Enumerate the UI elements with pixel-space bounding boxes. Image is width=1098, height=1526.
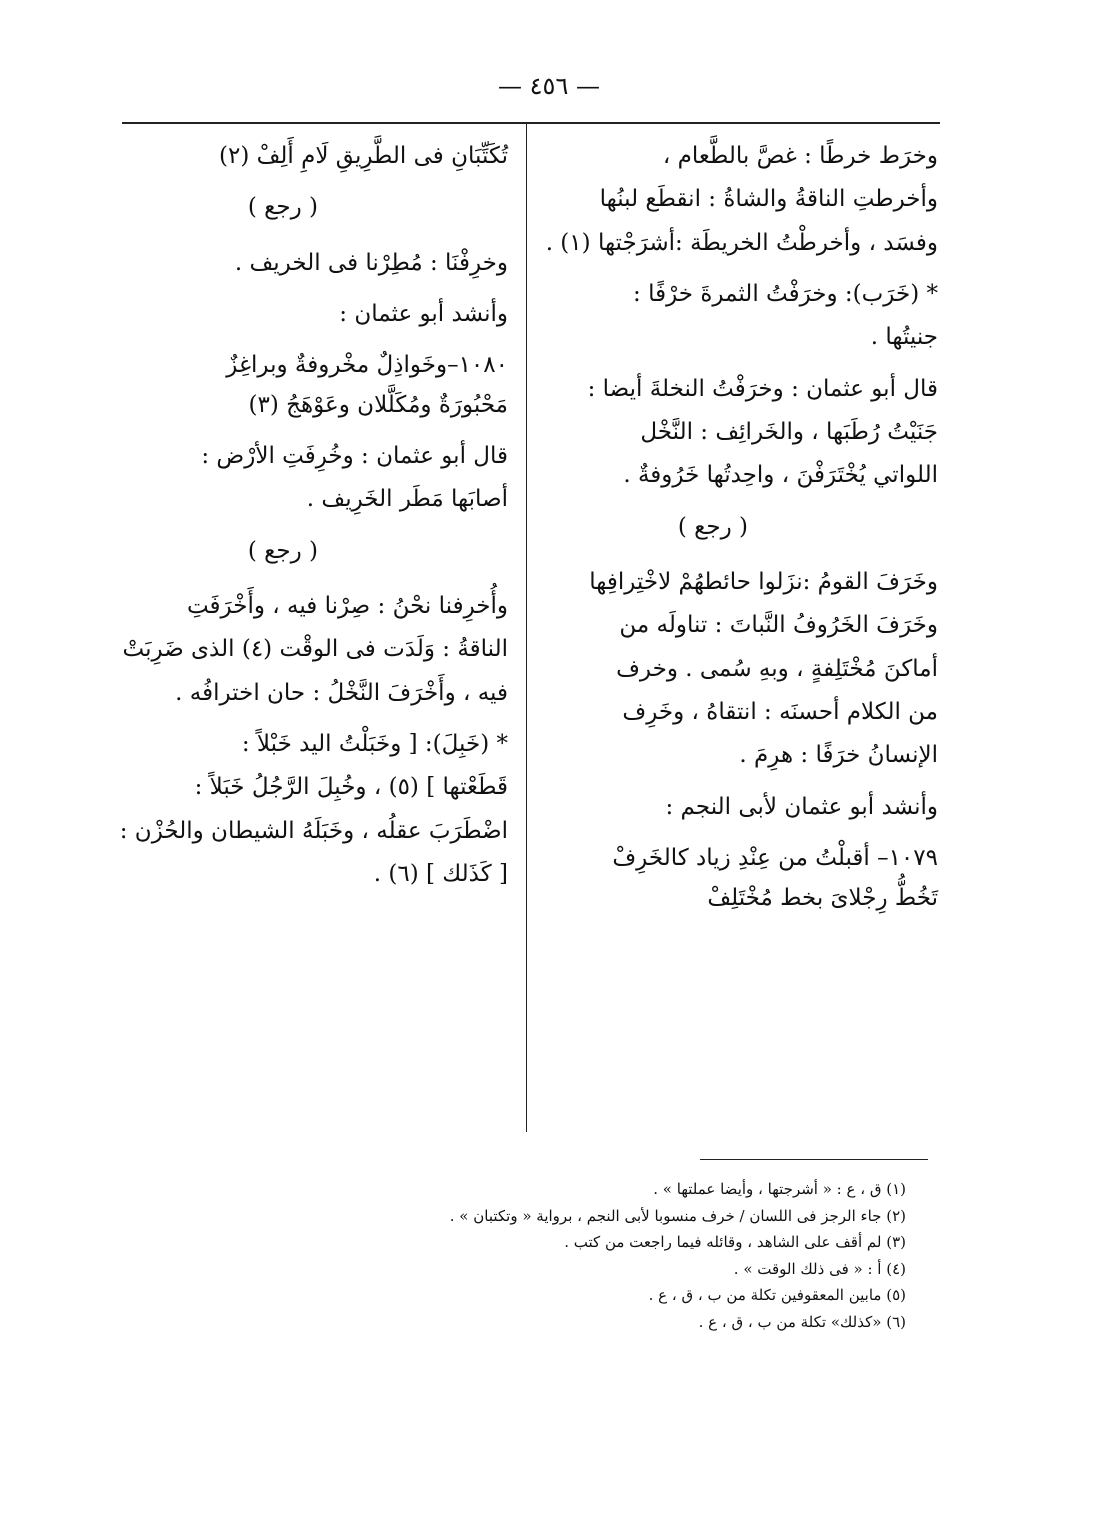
header-rule — [122, 122, 940, 124]
footnote-rule — [700, 1159, 928, 1160]
text-line: أماكنَ مُخْتَلِفةٍ ، وبهِ سُمى . وخرف — [616, 655, 938, 682]
verse-continuation — [128, 140, 508, 173]
verse-line: تَخُطُّ رِجْلاىَ بخط مُخْتَلِفْ — [707, 884, 938, 911]
verse — [554, 842, 938, 915]
text-line: وخرِفْنَا : مُطِرْنا فى الخريف . — [234, 249, 508, 276]
left-column — [119, 140, 508, 910]
footnote: (٢) جاء الرجز فى اللسان / خرف منسوبا لأبى النجم ، برواية « وتكتبان » . — [449, 1206, 906, 1225]
text-line: وخَرَفَ الخَرُوفُ النَّباتَ : تناولَه من — [619, 612, 938, 639]
paragraph — [554, 791, 938, 824]
text-line: أصابَها مَطَر الخَرِيف . — [306, 486, 508, 513]
paragraph — [554, 566, 938, 773]
text-line: وخَرَفَ القومُ :نزَلوا حائطهُمْ لاخْتِرافِها — [589, 569, 938, 596]
verse — [128, 349, 508, 422]
text-line: وخرَط خرطًا : غصَّ بالطَّعام ، — [662, 143, 938, 169]
text-line: وأخرطتِ الناقةُ والشاةُ : انقطَع لبنُها — [599, 186, 938, 213]
text-line: * (خَرَب): وخرَفْتُ الثمرةَ خرْفًا : — [633, 281, 938, 308]
paragraph — [128, 440, 508, 517]
paragraph — [128, 247, 508, 280]
paragraph — [545, 140, 938, 260]
section-marker: ( رجع ) — [247, 537, 318, 564]
text-line: جَنَيْتُ رُطَبَها ، والخَرائِف : النَّخْل — [640, 419, 938, 446]
footnote: (٣) لم أقف على الشاهد ، وقائله فيما راجعت من كتب . — [564, 1233, 906, 1251]
footnote: (٥) مابين المعقوفين تكلة من ب ، ق ، ع . — [648, 1286, 906, 1304]
text-line: وفسَد ، وأخرطْتُ الخريطَة :أشرَجْتها (١) . — [545, 229, 938, 256]
text-line: الإنسانُ خرَفًا : هرِمَ . — [739, 742, 938, 769]
text-line: * (خَبِلَ): [ وخَبَلْتُ اليد خَبْلاً : — [241, 731, 508, 758]
text-line: وأنشد أبو عثمان : — [339, 301, 508, 328]
section-marker: ( رجع ) — [677, 513, 748, 540]
verse-line: ١٠٨٠–وخَواذِلٌ مخْروفةٌ وبراغِزٌ — [226, 352, 508, 379]
column-divider — [526, 124, 527, 1132]
text-line: فيه ، وأَخْرَفَ النَّخْلُ : حان اخترافُه . — [175, 679, 508, 706]
text-line: قَطَعْتها ] (٥) ، وخُبِلَ الرَّجُلُ خَبَلاً : — [194, 774, 508, 801]
text-line: وأنشد أبو عثمان لأبى النجم : — [665, 793, 938, 820]
text-line: قال أبو عثمان : وخُرِفَتِ الأرْض : — [201, 443, 508, 470]
footnote: (٤) أ : « فى ذلك الوقت » . — [733, 1259, 906, 1278]
text-line: اللواتي يُخْتَرَفْنَ ، واحِدتُها خَرُوفةٌ . — [623, 462, 938, 489]
paragraph — [554, 278, 938, 355]
text-line: جنيتُها . — [870, 324, 938, 351]
footnote: (١) ق ، ع : « أشرجتها ، وأيضا عملتها » . — [653, 1180, 906, 1198]
verse-line: ١٠٧٩– أقبلْتُ من عِنْدِ زياد كالخَرِفْ — [612, 845, 938, 872]
section-marker: ( رجع ) — [247, 194, 318, 221]
text-line: [ كَذَلك ] (٦) . — [373, 861, 508, 888]
paragraph — [119, 728, 508, 891]
verse-line: تُكَتِّبَانِ فى الطَّرِيقِ لَامِ أَلِفْ (٢) — [218, 143, 508, 169]
footnote: (٦) «كذلك» تكلة من ب ، ق ، ع . — [698, 1312, 906, 1331]
page-number: — ٤٥٦ — — [498, 72, 600, 100]
paragraph — [122, 590, 508, 710]
verse-line: مَحْبُورَةٌ ومُكَلَّلان وعَوْهَجُ (٣) — [248, 391, 508, 418]
text-line: اضْطَرَبَ عقلُه ، وخَبَلَهُ الشيطان والحُزْن : — [119, 817, 508, 844]
footnotes — [420, 1178, 906, 1337]
text-line: قال أبو عثمان : وخرَفْتُ النخلةَ أيضا : — [587, 375, 938, 402]
text-line: وأُخرِفنا نحْنُ : صِرْنا فيه ، وأَخْرَفَتِ — [186, 593, 508, 620]
paragraph — [128, 298, 508, 331]
paragraph — [554, 373, 938, 493]
text-line: الناقةُ : وَلَدَت فى الوقْت (٤) الذى ضَرِبَتْ — [122, 636, 508, 663]
right-column — [545, 140, 938, 933]
text-line: من الكلام أحسنَه : انتقاهُ ، وخَرِف — [622, 699, 938, 726]
